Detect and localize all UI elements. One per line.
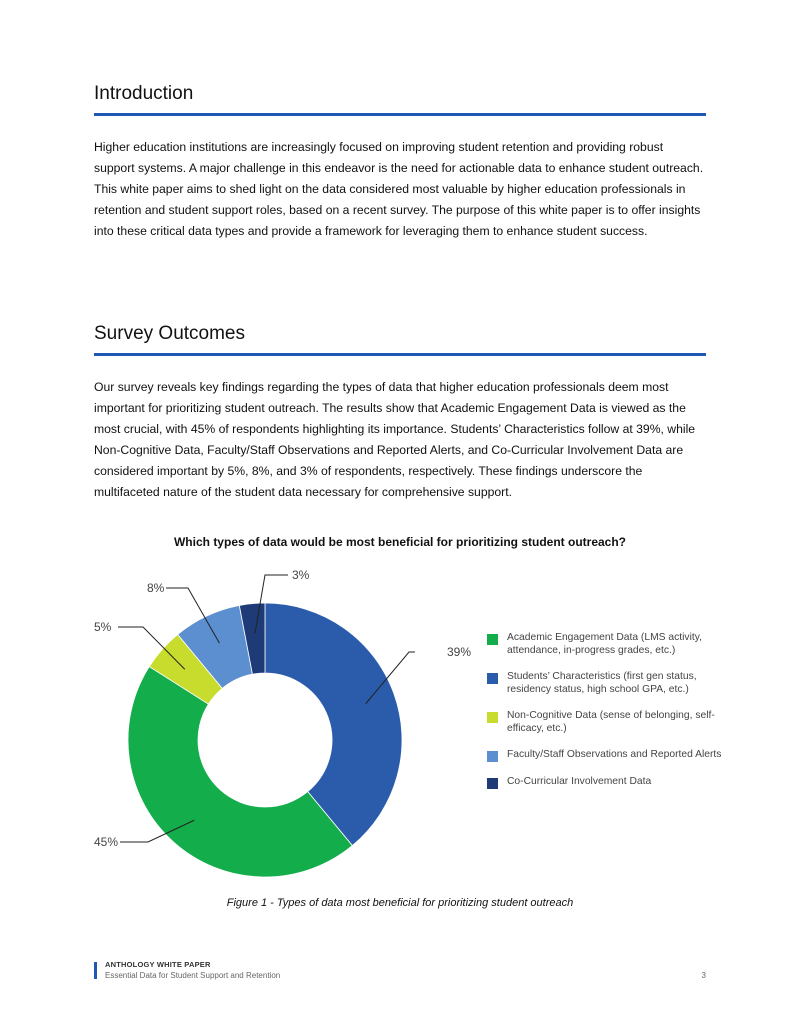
legend-item <box>487 671 727 696</box>
legend-item <box>487 710 727 735</box>
introduction-heading: Introduction <box>94 83 194 104</box>
footer-subtitle: Essential Data for Student Support and Retention <box>105 971 281 980</box>
legend-label: Co-Curricular Involvement Data <box>507 775 652 787</box>
survey-outcomes-paragraph: Our survey reveals key findings regarding the types of data that higher education professionals deem most important for prioritizing student outreach. The results show that Academic Engagement Data is viewed as the most crucial, with 45% of respondents highlighting its importance. Students’ Characteristics follow at 39%, while Non-Cognitive Data, Faculty/Staff Observations and Reported Alerts, and Co-Curricular Involvement Data are considered important by 5%, 8%, and 3% of respondents, respectively. These findings underscore the multifaceted nature of the student data necessary for comprehensive support. <box>94 380 696 499</box>
figure-caption: Figure 1 - Types of data most beneficial for prioritizing student outreach <box>226 897 574 909</box>
survey-outcomes-heading: Survey Outcomes <box>94 323 245 344</box>
legend-swatch <box>487 751 498 762</box>
legend-label: Academic Engagement Data (LMS activity, attendance, in-progress grades, etc.) <box>507 632 702 656</box>
legend-item <box>487 749 727 762</box>
legend-swatch <box>487 634 498 645</box>
legend-swatch <box>487 673 498 684</box>
legend-label: Non-Cognitive Data (sense of belonging, self-efficacy, etc.) <box>507 710 715 734</box>
legend-swatch <box>487 778 498 789</box>
page-number: 3 <box>701 971 706 980</box>
legend-label: Faculty/Staff Observations and Reported Alerts <box>507 749 722 760</box>
slice-label: 39% <box>447 645 472 659</box>
introduction-paragraph: Higher education institutions are increasingly focused on improving student retention and providing robust support systems. A major challenge in this endeavor is the need for actionable data to enhance student outreach. This white paper aims to shed light on the data considered most valuable by higher education professionals in retention and student support roles, based on a recent survey. The purpose of this white paper is to offer insights into these critical data types and provide a framework for leveraging them to enhance student success. <box>94 140 704 238</box>
footer-accent-bar <box>94 962 97 979</box>
slice-label: 5% <box>94 620 112 634</box>
footer-title: ANTHOLOGY WHITE PAPER <box>105 960 211 969</box>
legend-swatch <box>487 712 498 723</box>
legend-item <box>487 776 727 789</box>
chart-title: Which types of data would be most beneficial for prioritizing student outreach? <box>173 535 627 549</box>
chart-legend <box>487 632 727 788</box>
slice-label: 8% <box>147 581 165 595</box>
slice-label: 45% <box>94 835 119 849</box>
slice-label: 3% <box>292 568 310 582</box>
legend-label: Students’ Characteristics (first gen status, residency status, high school GPA, etc.) <box>507 671 697 695</box>
legend-item <box>487 632 727 657</box>
